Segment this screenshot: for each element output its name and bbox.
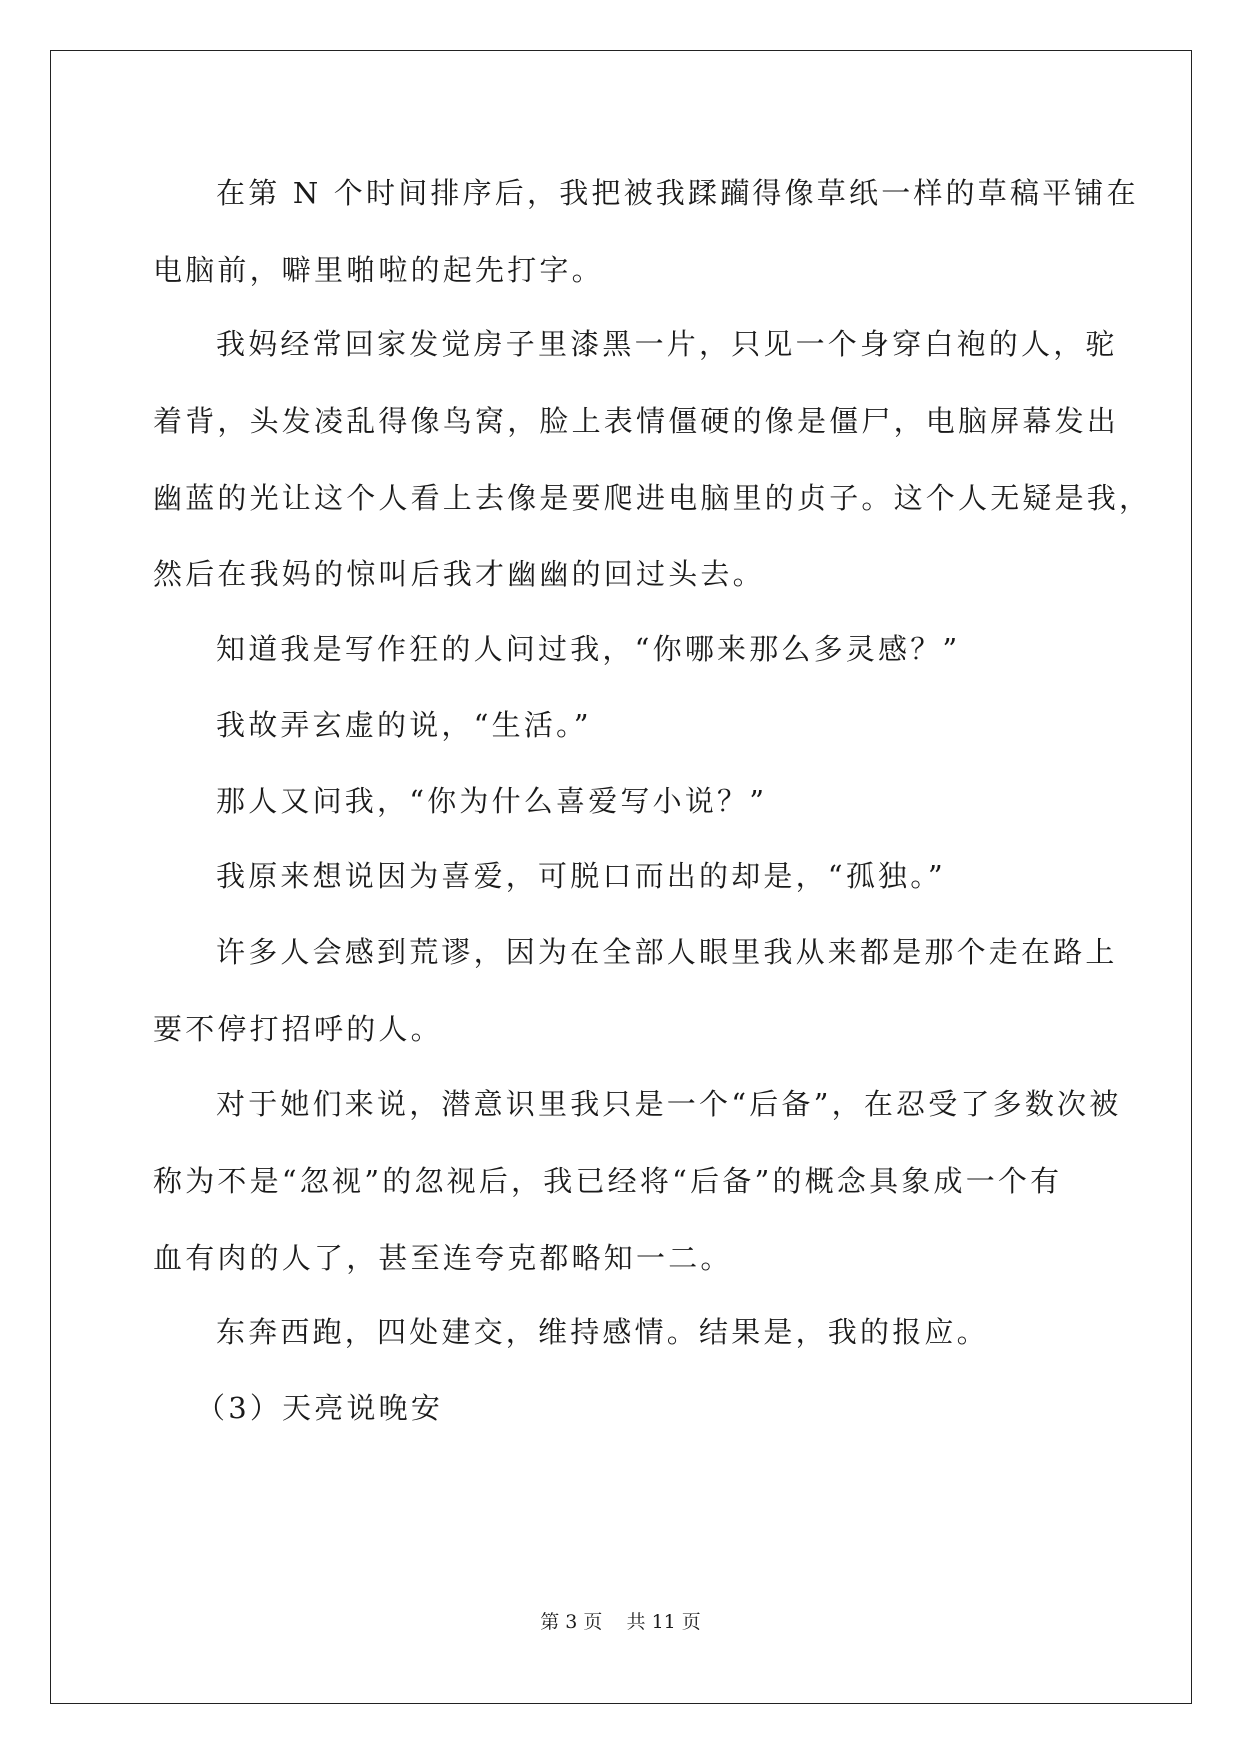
- page-number-footer: 第 3 页 共 11 页: [540, 1611, 701, 1633]
- body-line: 我原来想说因为喜爱，可脱口而出的却是，“孤独。”: [216, 859, 946, 893]
- body-line: 称为不是“忽视”的忽视后，我已经将“后备”的概念具象成一个有: [153, 1164, 1063, 1198]
- body-line: 许多人会感到荒谬，因为在全部人眼里我从来都是那个走在路上: [216, 935, 1118, 969]
- section-heading: （3）天亮说晚安: [196, 1391, 444, 1425]
- body-line: 那人又问我，“你为什么喜爱写小说？”: [216, 784, 768, 818]
- body-line: 知道我是写作狂的人问过我，“你哪来那么多灵感？”: [216, 632, 961, 666]
- body-line: 对于她们来说，潜意识里我只是一个“后备”，在忍受了多数次被: [216, 1087, 1122, 1121]
- body-line: 血有肉的人了，甚至连夸克都略知一二。: [153, 1241, 733, 1275]
- body-line: 东奔西跑，四处建交，维持感情。结果是，我的报应。: [216, 1315, 989, 1349]
- body-line: 幽蓝的光让这个人看上去像是要爬进电脑里的贞子。这个人无疑是我，: [153, 481, 1152, 515]
- body-line: 我妈经常回家发觉房子里漆黑一片，只见一个身穿白袍的人，驼: [216, 327, 1118, 361]
- body-line: 着背，头发凌乱得像鸟窝，脸上表情僵硬的像是僵尸，电脑屏幕发出: [153, 404, 1120, 438]
- body-line: 然后在我妈的惊叫后我才幽幽的回过头去。: [153, 557, 765, 591]
- body-line: 我故弄玄虚的说，“生活。”: [216, 708, 592, 742]
- body-line: 要不停打招呼的人。: [153, 1012, 443, 1046]
- body-line: 在第 N 个时间排序后，我把被我蹂躏得像草纸一样的草稿平铺在: [216, 176, 1139, 210]
- body-line: 电脑前，噼里啪啦的起先打字。: [153, 253, 604, 287]
